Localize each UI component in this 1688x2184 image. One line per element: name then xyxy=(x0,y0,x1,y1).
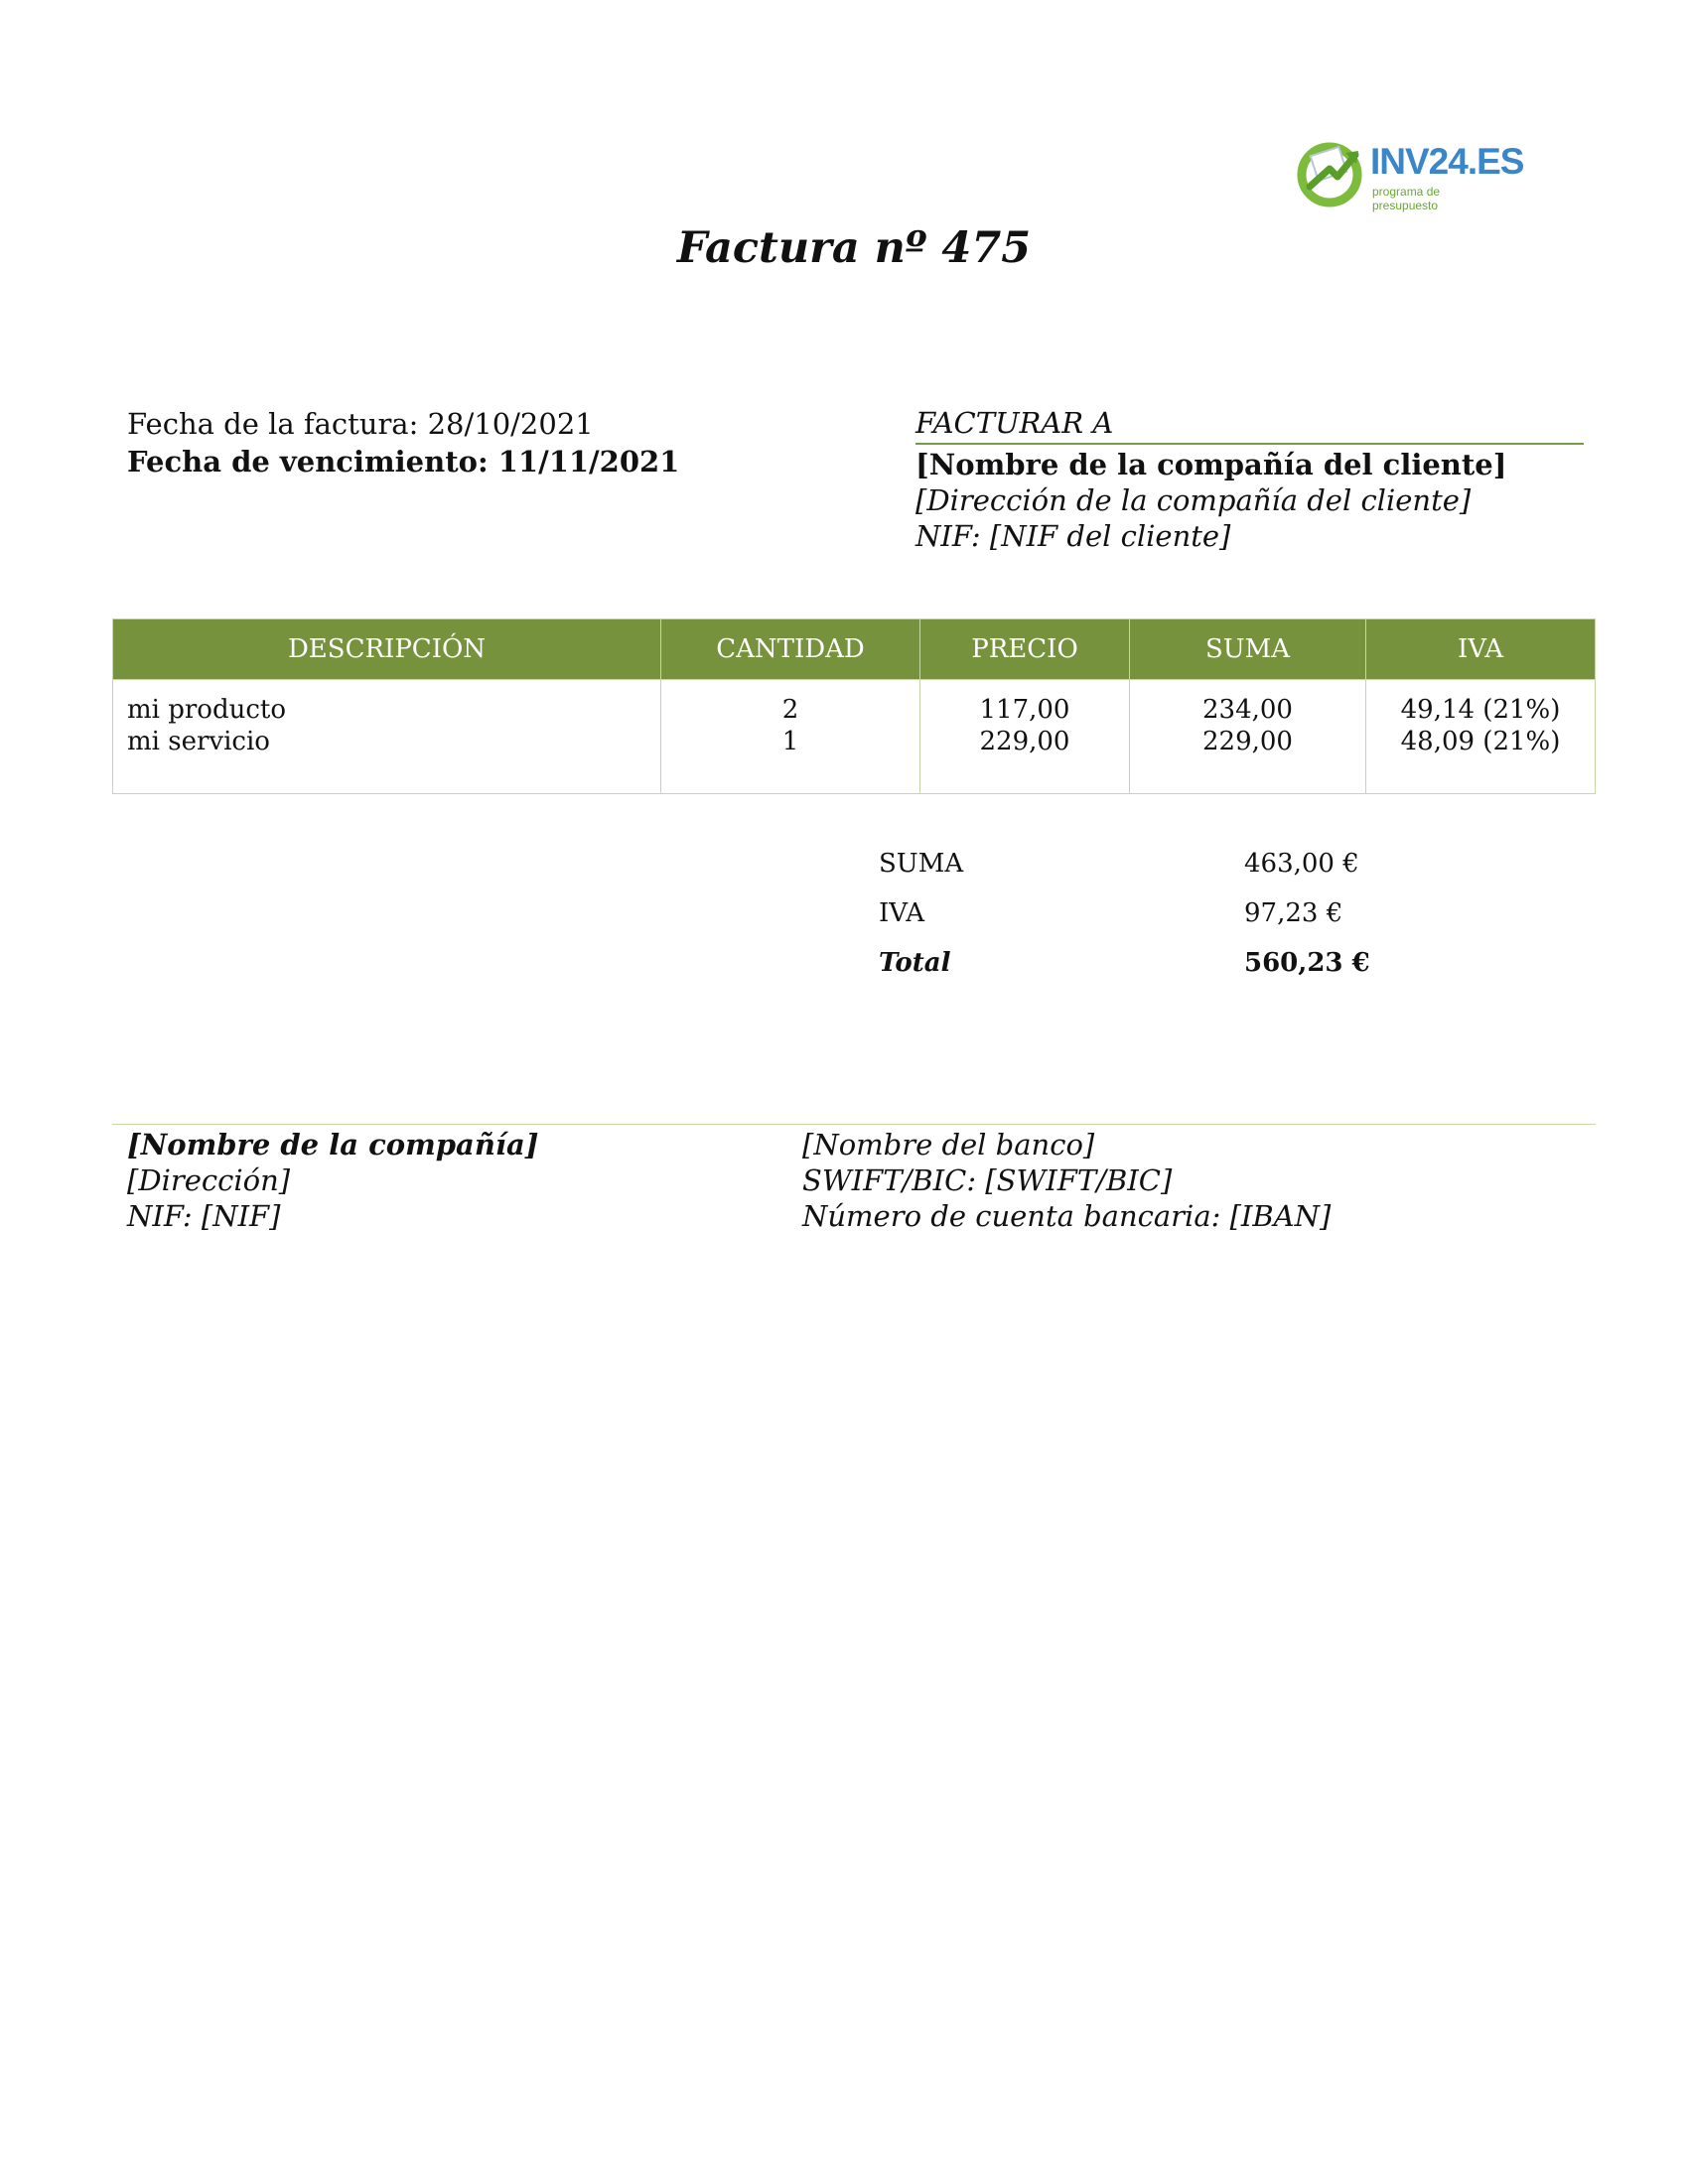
total-value: 560,23 € xyxy=(1244,948,1370,978)
bank-info xyxy=(802,1127,1331,1234)
invoice-dates xyxy=(127,405,679,480)
sum-cell xyxy=(1130,680,1366,794)
row-price: 117,00 xyxy=(979,695,1070,725)
iva-cell xyxy=(1366,680,1596,794)
bank-iban: Número de cuenta bancaria: [IBAN] xyxy=(802,1199,1332,1233)
row-quantity: 1 xyxy=(781,727,799,756)
line-items-table xyxy=(112,618,1596,794)
header-price: PRECIO xyxy=(920,619,1130,680)
company-info xyxy=(127,1127,538,1234)
row-price: 229,00 xyxy=(979,727,1070,756)
total-label: Total xyxy=(879,948,951,978)
invoice-title: Factura nº 475 xyxy=(676,223,1032,273)
company-address: [Dirección] xyxy=(127,1163,291,1197)
iva-value: 97,23 € xyxy=(1244,898,1343,928)
client-nif: NIF: [NIF del cliente] xyxy=(915,519,1231,553)
company-logo xyxy=(1296,137,1524,212)
logo-subtitle: programa de presupuesto xyxy=(1372,185,1441,212)
due-date: Fecha de vencimiento: 11/11/2021 xyxy=(127,445,680,478)
company-name: [Nombre de la compañía] xyxy=(127,1128,539,1161)
bank-swift: SWIFT/BIC: [SWIFT/BIC] xyxy=(802,1163,1173,1197)
header-description: DESCRIPCIÓN xyxy=(113,619,661,680)
logo-text: INV24.ES xyxy=(1370,141,1524,182)
row-sum: 234,00 xyxy=(1202,695,1293,725)
bill-to-section xyxy=(915,405,1584,554)
table-header-row xyxy=(113,619,1596,680)
row-iva: 48,09 (21%) xyxy=(1400,727,1561,756)
row-sum: 229,00 xyxy=(1202,727,1293,756)
company-nif: NIF: [NIF] xyxy=(127,1199,281,1233)
client-company-name: [Nombre de la compañía del cliente] xyxy=(915,448,1507,481)
description-cell xyxy=(113,680,661,794)
price-cell xyxy=(920,680,1130,794)
header-iva: IVA xyxy=(1366,619,1596,680)
logo-emblem-icon xyxy=(1296,137,1367,208)
client-address: [Dirección de la compañía del cliente] xyxy=(915,483,1472,517)
bill-to-heading: FACTURAR A xyxy=(915,405,1584,445)
bank-name: [Nombre del banco] xyxy=(802,1128,1095,1161)
header-sum: SUMA xyxy=(1130,619,1366,680)
row-description: mi producto xyxy=(127,695,287,725)
row-quantity: 2 xyxy=(781,695,799,725)
table-row xyxy=(113,680,1596,794)
header-quantity: CANTIDAD xyxy=(661,619,920,680)
row-description: mi servicio xyxy=(127,727,270,756)
footer-divider xyxy=(112,1124,1596,1125)
iva-label: IVA xyxy=(879,898,925,928)
sum-value: 463,00 € xyxy=(1244,849,1359,879)
sum-label: SUMA xyxy=(879,849,964,879)
row-iva: 49,14 (21%) xyxy=(1400,695,1561,725)
quantity-cell xyxy=(661,680,920,794)
invoice-date: Fecha de la factura: 28/10/2021 xyxy=(127,407,594,441)
